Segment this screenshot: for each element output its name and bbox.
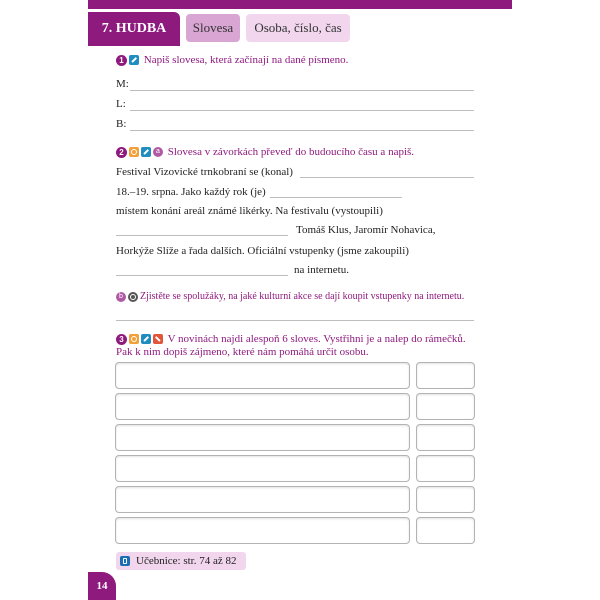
pencil-icon xyxy=(141,334,151,344)
answer-line[interactable] xyxy=(270,197,402,198)
book-icon xyxy=(120,556,130,566)
exercise-1-instruction: Napiš slovesa, která začínají na dané písmeno. xyxy=(143,54,349,66)
scissors-icon xyxy=(153,334,163,344)
tab-osoba-cislo-cas[interactable]: Osoba, číslo, čas xyxy=(246,14,350,42)
word-box[interactable] xyxy=(115,362,410,389)
answer-line[interactable] xyxy=(130,110,474,111)
globe-icon xyxy=(128,292,138,302)
text-line-2: 18.–19. srpna. Jako každý rok (je) xyxy=(116,186,266,198)
word-box[interactable] xyxy=(115,393,410,420)
exercise-3-header xyxy=(116,333,466,345)
pronoun-box[interactable] xyxy=(416,393,475,420)
exercise-1-header xyxy=(116,54,348,66)
exercise-2-header xyxy=(116,146,414,158)
b-label-icon: b xyxy=(116,292,126,302)
exercise-2-instruction: Slovesa v závorkách převeď do budoucího času a napiš. xyxy=(167,146,415,158)
exercise-3-instruction-line2: Pak k nim dopiš zájmeno, které nám pomáhá určit osobu. xyxy=(116,346,369,358)
word-box[interactable] xyxy=(115,486,410,513)
text-line-5: Horkýže Slíže a řada dalších. Oficiální vstupenky (jsme zakoupili) xyxy=(116,245,409,257)
pronoun-box[interactable] xyxy=(416,486,475,513)
top-color-bar xyxy=(88,0,512,9)
chapter-title: 7. HUDBA xyxy=(88,12,180,46)
pronoun-box[interactable] xyxy=(416,455,475,482)
answer-line[interactable] xyxy=(130,130,474,131)
row-label-l: L: xyxy=(116,98,126,110)
a-label-icon: a xyxy=(153,147,163,157)
text-line-1: Festival Vizovické trnkobraní se (konal) xyxy=(116,166,293,178)
pair-work-icon xyxy=(129,147,139,157)
exercise-2b xyxy=(116,291,464,302)
tab-slovesa[interactable]: Slovesa xyxy=(186,14,240,42)
exercise-2b-instruction: Zjistěte se spolužáky, na jaké kulturní akce se dají koupit vstupenky na internetu. xyxy=(140,291,465,302)
word-box[interactable] xyxy=(115,455,410,482)
answer-line[interactable] xyxy=(116,275,288,276)
word-box[interactable] xyxy=(115,424,410,451)
row-label-m: M: xyxy=(116,78,129,90)
exercise-number: 3 xyxy=(116,334,127,345)
pronoun-box[interactable] xyxy=(416,517,475,544)
pencil-icon xyxy=(129,55,139,65)
answer-line[interactable] xyxy=(130,90,474,91)
exercise-number: 1 xyxy=(116,55,127,66)
answer-line[interactable] xyxy=(116,235,288,236)
text-line-4: Tomáš Klus, Jaromír Nohavica, xyxy=(296,224,436,236)
textbook-reference xyxy=(116,552,246,570)
exercise-3-instruction-line1: V novinách najdi alespoň 6 sloves. Vystřihni je a nalep do rámečků. xyxy=(167,333,466,345)
exercise-number: 2 xyxy=(116,147,127,158)
pair-work-icon xyxy=(129,334,139,344)
pronoun-box[interactable] xyxy=(416,362,475,389)
answer-line[interactable] xyxy=(300,177,474,178)
word-box[interactable] xyxy=(115,517,410,544)
text-line-6: na internetu. xyxy=(294,264,349,276)
row-label-b: B: xyxy=(116,118,127,130)
section-divider xyxy=(116,320,474,321)
text-line-3: místem konání areál známé likérky. Na festivalu (vystoupili) xyxy=(116,205,383,217)
pronoun-box[interactable] xyxy=(416,424,475,451)
page-number: 14 xyxy=(88,572,116,600)
textbook-reference-text: Učebnice: str. 74 až 82 xyxy=(136,555,237,567)
pencil-icon xyxy=(141,147,151,157)
